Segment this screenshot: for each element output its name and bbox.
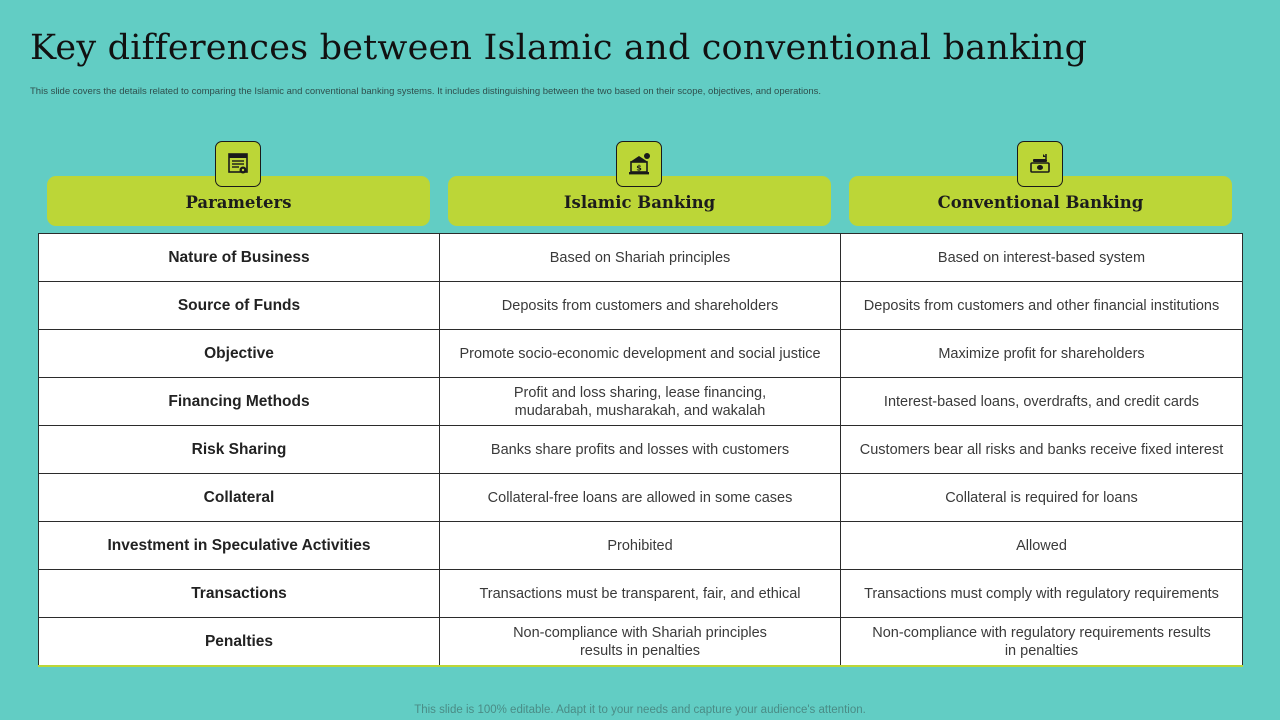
parameter-cell: Penalties — [39, 618, 440, 667]
islamic-cell: Collateral-free loans are allowed in some cases — [440, 474, 841, 522]
parameter-cell: Nature of Business — [39, 234, 440, 282]
parameter-cell: Risk Sharing — [39, 426, 440, 474]
islamic-cell: Profit and loss sharing, lease financing, mudarabah, musharakah, and wakalah — [440, 378, 841, 426]
conventional-cell: Non-compliance with regulatory requirements results in penalties — [841, 618, 1243, 667]
slide-subtitle: This slide covers the details related to comparing the Islamic and conventional banking systems. It includes distinguishing between the two based on their scope, objectives, and operations. — [30, 86, 822, 97]
islamic-cell: Deposits from customers and shareholders — [440, 282, 841, 330]
table-row — [39, 522, 1243, 570]
table-row — [39, 330, 1243, 378]
conventional-cell: Transactions must comply with regulatory requirements — [841, 570, 1243, 618]
table-row — [39, 474, 1243, 522]
svg-text:$: $ — [636, 163, 642, 173]
slide-title: Key differences between Islamic and conventional banking — [30, 28, 1088, 68]
islamic-cell: Transactions must be transparent, fair, and ethical — [440, 570, 841, 618]
parameter-cell: Objective — [39, 330, 440, 378]
islamic-cell: Banks share profits and losses with customers — [440, 426, 841, 474]
table-row — [39, 234, 1243, 282]
parameter-cell: Investment in Speculative Activities — [39, 522, 440, 570]
table-row — [39, 570, 1243, 618]
islamic-cell: Promote socio-economic development and social justice — [440, 330, 841, 378]
cash-money-icon — [1017, 141, 1063, 187]
table-row — [39, 282, 1243, 330]
parameter-cell: Financing Methods — [39, 378, 440, 426]
islamic-cell: Prohibited — [440, 522, 841, 570]
parameter-cell: Collateral — [39, 474, 440, 522]
table-row — [39, 426, 1243, 474]
table-row — [39, 618, 1243, 667]
conventional-cell: Maximize profit for shareholders — [841, 330, 1243, 378]
conventional-cell: Collateral is required for loans — [841, 474, 1243, 522]
conventional-cell: Customers bear all risks and banks receive fixed interest — [841, 426, 1243, 474]
islamic-cell: Based on Shariah principles — [440, 234, 841, 282]
table-row — [39, 378, 1243, 426]
slide-footer: This slide is 100% editable. Adapt it to your needs and capture your audience's attention. — [414, 704, 866, 716]
header-islamic-label: Islamic Banking — [563, 192, 716, 212]
parameter-cell: Source of Funds — [39, 282, 440, 330]
parameter-cell: Transactions — [39, 570, 440, 618]
settings-document-icon — [215, 141, 261, 187]
conventional-cell: Based on interest-based system — [841, 234, 1243, 282]
conventional-cell: Allowed — [841, 522, 1243, 570]
comparison-table — [38, 233, 1243, 667]
header-conventional-label: Conventional Banking — [937, 192, 1144, 212]
conventional-cell: Interest-based loans, overdrafts, and credit cards — [841, 378, 1243, 426]
header-parameters-label: Parameters — [185, 192, 292, 212]
conventional-cell: Deposits from customers and other financial institutions — [841, 282, 1243, 330]
islamic-cell: Non-compliance with Shariah principles results in penalties — [440, 618, 841, 667]
bank-money-icon — [616, 141, 662, 187]
